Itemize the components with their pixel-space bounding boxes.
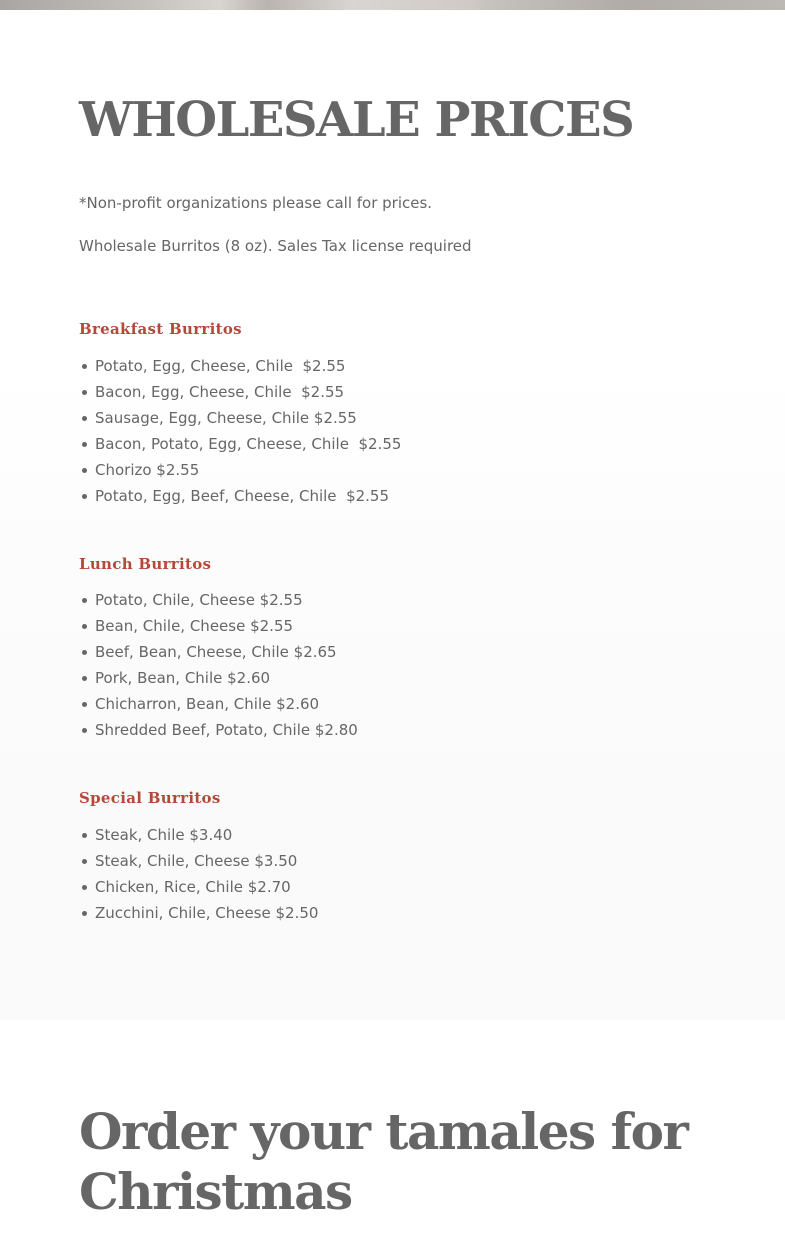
list-item: Sausage, Egg, Cheese, Chile $2.55	[95, 405, 401, 431]
list-item: Steak, Chile $3.40	[95, 822, 318, 848]
list-item: Bacon, Egg, Cheese, Chile $2.55	[95, 379, 401, 405]
list-item: Bacon, Potato, Egg, Cheese, Chile $2.55	[95, 431, 401, 457]
list-item: Potato, Egg, Beef, Cheese, Chile $2.55	[95, 483, 401, 509]
list-item: Zucchini, Chile, Cheese $2.50	[95, 900, 318, 926]
wholesale-note: Wholesale Burritos (8 oz). Sales Tax license required	[79, 237, 472, 255]
list-item: Steak, Chile, Cheese $3.50	[95, 848, 318, 874]
list-item: Chorizo $2.55	[95, 457, 401, 483]
list-item: Shredded Beef, Potato, Chile $2.80	[95, 717, 358, 743]
list-item: Bean, Chile, Cheese $2.55	[95, 613, 358, 639]
breakfast-burritos-list	[79, 353, 401, 509]
special-burritos-list	[79, 822, 318, 926]
breakfast-burritos-heading: Breakfast Burritos	[79, 320, 242, 338]
list-item: Potato, Chile, Cheese $2.55	[95, 587, 358, 613]
list-item: Chicken, Rice, Chile $2.70	[95, 874, 318, 900]
lunch-burritos-list	[79, 587, 358, 743]
hero-image-strip	[0, 0, 785, 10]
list-item: Chicharron, Bean, Chile $2.60	[95, 691, 358, 717]
list-item: Pork, Bean, Chile $2.60	[95, 665, 358, 691]
page-title: WHOLESALE PRICES	[79, 92, 634, 148]
list-item: Beef, Bean, Cheese, Chile $2.65	[95, 639, 358, 665]
list-item: Potato, Egg, Cheese, Chile $2.55	[95, 353, 401, 379]
tamales-order-heading: Order your tamales for Christmas	[79, 1102, 688, 1221]
lunch-burritos-heading: Lunch Burritos	[79, 555, 212, 573]
nonprofit-note: *Non-profit organizations please call for prices.	[79, 194, 433, 212]
special-burritos-heading: Special Burritos	[79, 789, 221, 807]
